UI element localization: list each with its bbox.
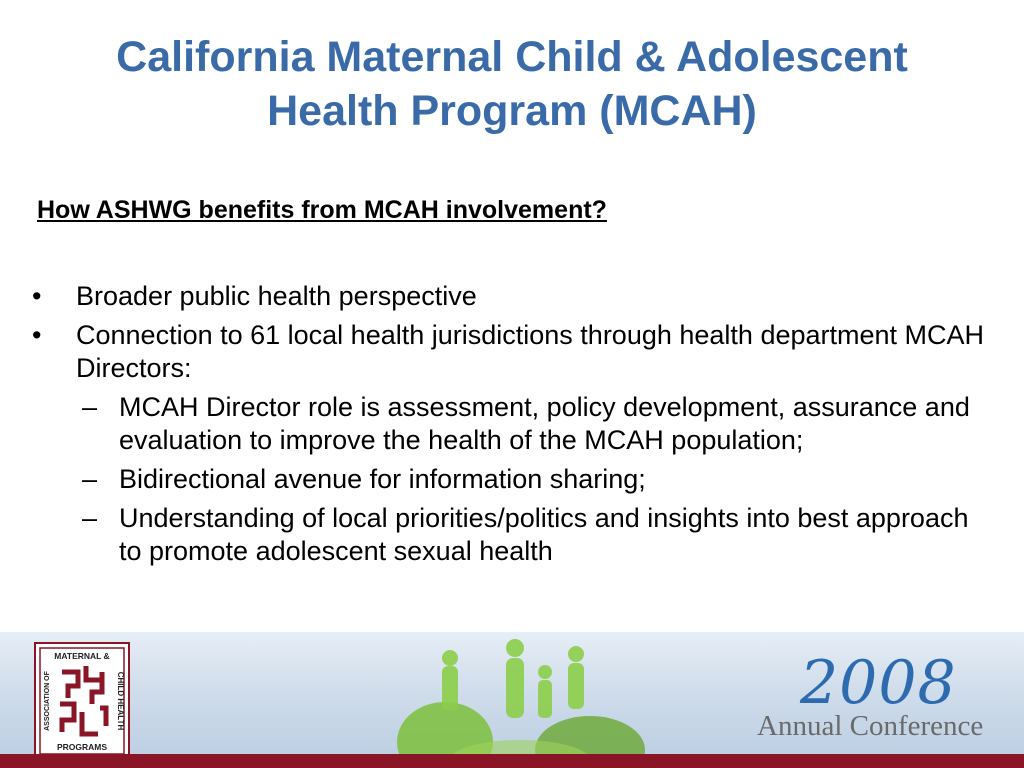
subbullet-text: Understanding of local priorities/politics and insights into best approach to promote adolescent sexual health — [119, 503, 969, 566]
logo-text-left: ASSOCIATION OF — [44, 671, 51, 731]
family-leaf-illustration — [380, 632, 710, 768]
title-line-1: California Maternal Child & Adolescent — [116, 33, 908, 81]
subbullet-item — [30, 463, 990, 496]
banner-bottom-stripe — [0, 754, 1024, 768]
subbullet-symbol: – — [82, 503, 98, 533]
amchp-logo — [34, 642, 130, 760]
logo-text-right: CHILD HEALTH — [116, 671, 125, 731]
conference-year: 2008 — [800, 648, 957, 718]
bullet-item — [30, 280, 990, 313]
bullet-text: Broader public health perspective — [76, 281, 477, 311]
conference-banner — [0, 632, 1024, 768]
subbullet-symbol: – — [82, 464, 98, 494]
bullet-item — [30, 319, 990, 385]
subbullet-text: Bidirectional avenue for information sharing; — [119, 464, 646, 494]
bullet-symbol: • — [32, 281, 42, 311]
subheading: How ASHWG benefits from MCAH involvement? — [37, 196, 607, 224]
conference-label: Annual Conference — [757, 710, 984, 742]
bullet-list — [30, 280, 990, 568]
bullet-text: Connection to 61 local health jurisdictions through health department MCAH Directors: — [76, 320, 985, 383]
logo-text-top: MATERNAL & — [54, 651, 110, 661]
slide-title — [0, 30, 1024, 138]
subbullet-item — [30, 391, 990, 457]
title-line-2: Health Program (MCAH) — [267, 87, 757, 135]
subbullet-item — [30, 502, 990, 568]
bullet-symbol: • — [32, 320, 42, 350]
subbullet-text: MCAH Director role is assessment, policy development, assurance and evaluation to improve the health of the MCAH population; — [119, 392, 970, 455]
logo-text-bottom: PROGRAMS — [56, 742, 108, 752]
subbullet-symbol: – — [82, 392, 98, 422]
